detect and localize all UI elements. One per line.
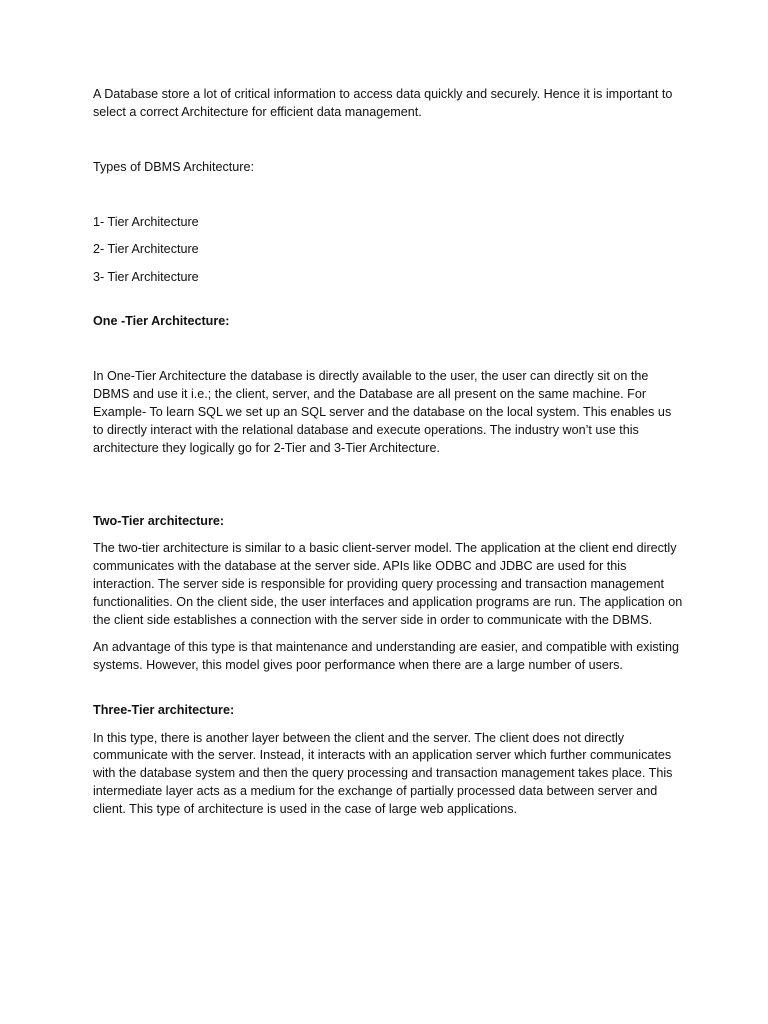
list-item: 2- Tier Architecture xyxy=(93,242,199,257)
three-tier-paragraph: In this type, there is another layer between the client and the server. The client does not directly communicate with the server. Instead, it interacts with an application server which further communicates with the database system and then the query processing and transaction management takes place. This intermediate layer acts as a medium for the exchange of partially processed data between server and client. This type of architecture is used in the case of large web applications. xyxy=(93,730,673,817)
types-heading: Types of DBMS Architecture: xyxy=(93,159,254,174)
intro-paragraph: A Database store a lot of critical information to access data quickly and securely. Hence it is important to select a correct Architecture for efficient data management. xyxy=(93,87,673,119)
list-item: 1- Tier Architecture xyxy=(93,214,199,229)
tier-list xyxy=(93,214,683,287)
two-tier-paragraph: The two-tier architecture is similar to a basic client-server model. The application at the client end directly communicates with the database at the server side. APIs like ODBC and JDBC are used for this interaction. The server side is responsible for providing query processing and transaction management functionalities. On the client side, the user interfaces and application programs are run. The application on the client side establishes a connection with the server side in order to communicate with the DBMS. xyxy=(93,541,683,627)
one-tier-heading: One -Tier Architecture: xyxy=(93,314,230,329)
three-tier-heading: Three-Tier architecture: xyxy=(93,703,235,718)
list-item: 3- Tier Architecture xyxy=(93,269,199,284)
one-tier-paragraph: In One-Tier Architecture the database is directly available to the user, the user can directly sit on the DBMS and use it i.e.; the client, server, and the Database are all present on the same machine. For Example- To learn SQL we set up an SQL server and the database on the local system. This enables us to directly interact with the relational database and execute operations. The industry won’t use this architecture they logically go for 2-Tier and 3-Tier Architecture. xyxy=(93,369,672,455)
two-tier-advantage-paragraph: An advantage of this type is that maintenance and understanding are easier, and compatible with existing systems. However, this model gives poor performance when there are a large number of users. xyxy=(93,640,679,673)
document-body xyxy=(93,86,683,819)
two-tier-heading: Two-Tier architecture: xyxy=(93,513,225,528)
